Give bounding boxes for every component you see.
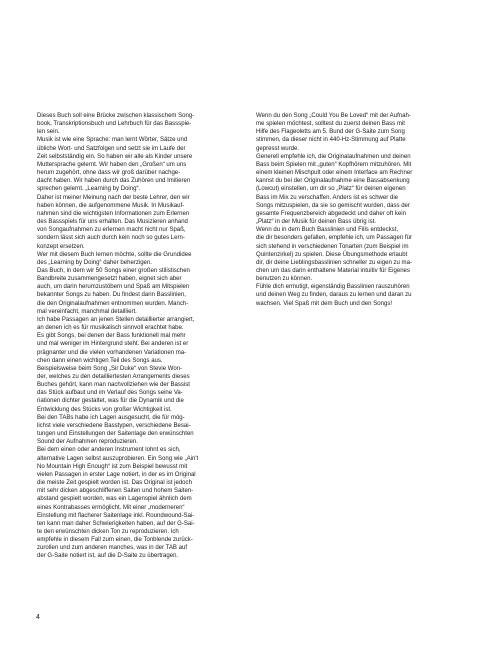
text-line: Entwicklung des Stücks von großer Wichtigkeit ist. (37, 406, 172, 413)
text-line: des Bassspiels für uns erhalten. Das Musizieren anhand (37, 219, 188, 226)
text-line: die dir besonders gefallen, empfehle ich, um Passagen für (256, 235, 412, 242)
text-line: (Lowcut) einstellen, um dir so „Platz“ für deinen eigenen (256, 186, 406, 193)
text-line: Beispielsweise beim Song „Sir Duke“ von Stevie Won- (37, 365, 183, 372)
text-line: konzept ersetzen. (37, 243, 85, 250)
text-line: kannst du bei der Originalaufnahme eine Bassabsenkung (256, 178, 410, 185)
text-line: von Songaufnahmen zu erlernen macht nicht nur Spaß, (37, 227, 186, 234)
text-line: Bandbreite zusammengesetzt haben, eignet sich aber (37, 276, 182, 283)
text-line: und deinen Weg zu finden, daraus zu lernen und daran zu (256, 292, 412, 299)
text-line: der G-Saite notiert ist, auf die D-Saite zu übertragen. (37, 553, 179, 560)
text-line: herum zugehört, ohne dass wir groß darüber nachge- (37, 170, 181, 177)
text-line: Wenn du in dem Buch Basslinien und Fills entdeckst, (256, 227, 399, 234)
text-line: Generell empfehle ich, die Originalaufnahmen und deinen (256, 153, 411, 160)
text-line: Fühle dich ermutigt, eigenständig Basslinien rauszuhören (256, 284, 410, 291)
text-line: chen um das darin enthaltene Material intuitiv für Eigenes (256, 267, 410, 274)
text-line: sondern lässt sich auch durch kein noch so gutes Lern- (37, 235, 185, 242)
left-text-column (37, 112, 237, 561)
text-line: Musik ist wie eine Sprache: man lernt Wörter, Sätze und (37, 137, 188, 144)
text-line: sprechen gelernt. „Learning by Doing“. (37, 186, 141, 193)
text-line: an denen ich es für musikalisch sinnvoll erachtet habe. (37, 325, 184, 332)
text-line: No Mountain High Enough“ ist zum Beispiel bewusst mit (37, 463, 188, 470)
text-line: Bei dem einen oder anderen Instrument lohnt es sich, (37, 447, 181, 454)
text-line: mal vereinfacht, manchmal detailliert. (37, 308, 137, 315)
text-line: Wenn du den Song „Could You Be Loved“ mit der Aufnah- (256, 113, 411, 119)
text-line: len sein. (37, 129, 60, 136)
text-line: Es gibt Songs, bei denen der Bass funktionell mal mehr (37, 333, 186, 340)
text-line: Das Buch, in dem wir 50 Songs einer großen stilistischen (37, 267, 190, 274)
text-line: „Platz“ in der Musik für deinen Bass übrig ist. (256, 219, 376, 226)
text-line: die den Originalaufnahmen entnommen wurden. Manch- (37, 300, 189, 307)
text-line: me spielen möchtest, solltest du zuerst deinen Bass mit (256, 121, 405, 128)
page-number: 4 (36, 614, 40, 621)
text-line: und mal weniger im Hintergrund steht. Bei anderen ist er (37, 341, 189, 348)
text-line: abstand gespielt worden, was ein Lagenspiel ähnlich dem (37, 496, 192, 503)
text-line: Einstellung mit flacherer Saitenlage inkl. Roundwound-Sai- (37, 512, 195, 519)
text-line: dir, dir deine Lieblingsbasslinien schneller zu eigen zu ma- (256, 259, 412, 266)
text-line: tungen und Einstellungen der Saitenlage den erwünschten (37, 431, 194, 438)
right-text-column (256, 112, 454, 308)
text-line: empfehle in diesem Fall zum einen, die Tonblende zurück- (37, 537, 193, 544)
text-line: chen dann einen wichtigen Teil des Songs aus. (37, 357, 163, 364)
text-line: mit sehr dicken abgeschliffenen Saiten und hohem Saiten- (37, 488, 194, 495)
text-line: übliche Wort- und Satzfolgen und setzt sie im Laufe der (37, 145, 186, 152)
text-line: Wer mit diesem Buch lernen möchte, sollte die Grundidee (37, 251, 192, 258)
text-line: die meiste Zeit gespielt worden ist. Das Original ist jedoch (37, 480, 192, 487)
text-line: lichst viele verschiedene Basstypen, verschiedene Besai- (37, 422, 191, 429)
text-line: auch, um darin herumzustöbern und Spaß am Mitspielen (37, 284, 190, 291)
text-line: Quintenzirkel) zu spielen. Diese Übungsmethode erlaubt (256, 251, 408, 258)
text-line: einem kleinen Mischpult oder einem Interface am Rechner (256, 170, 413, 177)
text-line: Bass beim Spielen mit „guten“ Kopfhörern mitzuhören. Mit (256, 161, 412, 168)
text-line: alternative Lagen selbst auszuprobieren. Ein Song wie „Ain't (37, 455, 199, 462)
text-line: stimmen, da dieser nicht in 440-Hz-Stimmung auf Platte (256, 137, 406, 144)
text-line: Muttersprache gelernt. Wir haben den „Großen“ um uns (37, 161, 187, 168)
text-line: Ich habe Passagen an jenen Stellen detaillierter arrangiert, (37, 316, 195, 323)
text-line: haben können, die aufgenommene Musik. In Musikauf- (37, 202, 185, 209)
text-line: nahmen sind die wichtigsten Informationen zum Erlernen (37, 210, 190, 217)
text-line: zurollen und zum anderen manches, was in der TAB auf (37, 545, 188, 552)
text-line: sich stehend in verschiedenen Tonarten (zum Beispiel im (256, 243, 409, 250)
text-line: book, Transkriptionsbuch und Lehrbuch für das Bassspie- (37, 121, 192, 128)
text-line: Dieses Buch soll eine Brücke zwischen klassischem Song- (37, 113, 195, 119)
text-line: Songs mitzuspielen, da sie so gemischt wurden, dass der (256, 202, 410, 209)
text-line: gesamte Frequenzbereich abgedeckt und daher oft kein (256, 210, 406, 217)
text-line: das Stück aufbaut und im Verlauf des Songs seine Va- (37, 390, 183, 397)
text-line: des „Learning by Doing“ daher beherzigen. (37, 259, 152, 266)
text-line: ten kann man daher Schwierigkeiten haben, auf der G-Sai- (37, 520, 195, 527)
text-line: Buches gehört, kann man nachvollziehen wie der Bassist (37, 382, 190, 389)
text-line: wachsen. Viel Spaß mit dem Buch und den Songs! (256, 300, 393, 307)
text-line: Zeit selbstständig ein. So haben wir alle als Kinder unsere (37, 153, 193, 160)
text-line: te den erwünschten dicken Ton zu reproduzieren. Ich (37, 528, 179, 535)
text-line: gepresst wurde. (256, 145, 300, 152)
text-line: Hilfe des Flageoletts am 5. Bund der G-Saite zum Song (256, 129, 405, 136)
text-line: vielen Passagen in erster Lage notiert, in der es im Original (37, 471, 196, 478)
text-line: Daher ist meiner Meinung nach der beste Lehrer, den wir (37, 194, 190, 201)
text-line: dacht haben. Wir haben durch das Zuhören und Imitieren (37, 178, 191, 185)
text-line: prägnanter und die vielen vorhandenen Variationen ma- (37, 349, 187, 356)
text-line: Bei den TABs habe ich Lagen ausgesucht, die für mög- (37, 414, 185, 421)
text-line: Sound der Aufnahmen reproduzieren. (37, 439, 138, 446)
text-line: der, welches zu den detailliertesten Arrangements dieses (37, 374, 190, 380)
text-line: bekannter Songs zu haben. Du findest darin Basslinien, (37, 292, 186, 299)
text-line: riationen dichter gestaltet, was für die Dynamik und die (37, 398, 184, 405)
text-line: Bass im Mix zu verschaffen. Anders ist es schwer die (256, 194, 399, 201)
text-line: benutzen zu können. (256, 276, 313, 283)
text-line: eines Kontrabasses ermöglicht. Mit einer „moderneren“ (37, 504, 185, 511)
